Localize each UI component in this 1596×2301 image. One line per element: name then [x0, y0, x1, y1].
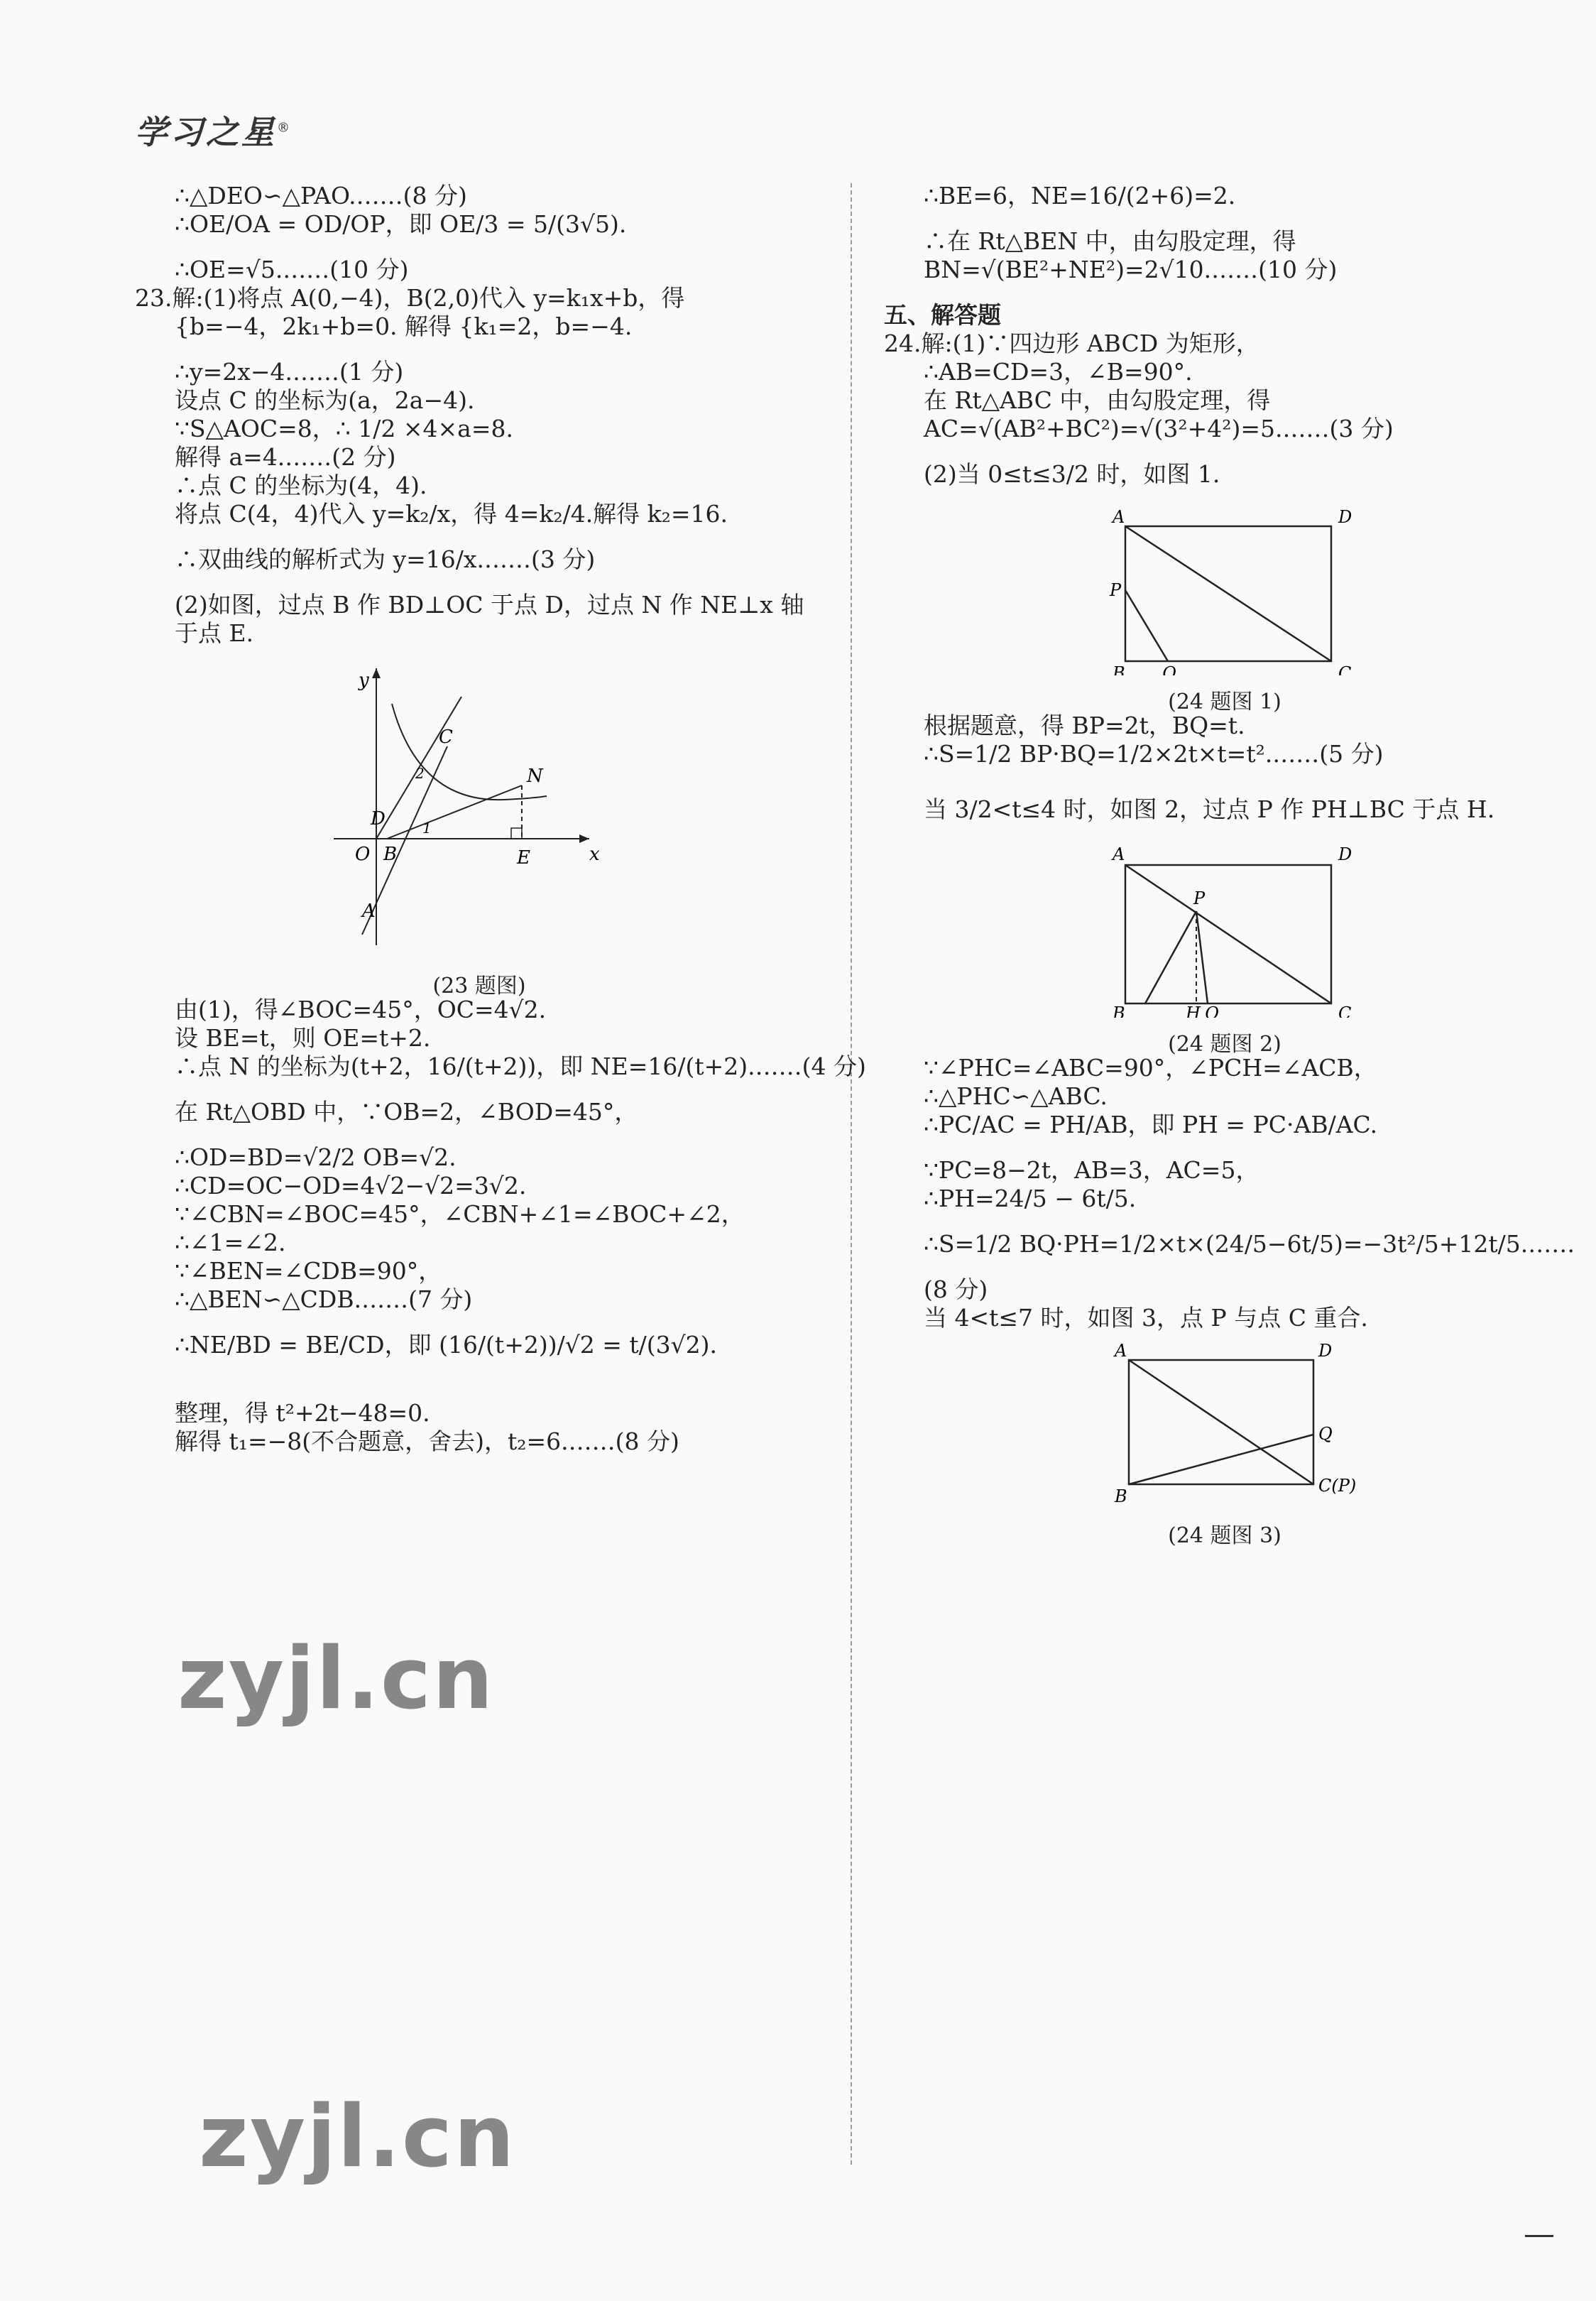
figure-24-3-diagram	[884, 1339, 1565, 1509]
text-line: ∴S=1/2 BQ·PH=1/2×t×(24/5−6t/5)=−3t²/5+12t/5.……	[924, 1230, 1575, 1258]
fig2-label-c: C	[1338, 1003, 1352, 1018]
figure-23-caption: (23 题图)	[432, 974, 526, 999]
fig23-label-x: x	[589, 844, 600, 865]
text-line: 当 4<t≤7 时，如图 3，点 P 与点 C 重合.	[924, 1304, 1368, 1332]
figure-24-1-diagram	[884, 505, 1565, 675]
figure-24-1	[884, 505, 1565, 715]
text-line: 设点 C 的坐标为(a，2a−4).	[175, 386, 475, 414]
text-line: ∴△PHC∽△ABC.	[924, 1082, 1108, 1110]
figure-24-2	[884, 840, 1565, 1057]
fig3-label-cp: C(P)	[1318, 1476, 1357, 1496]
fig23-label-c: C	[439, 727, 453, 748]
text-line: ∴PH=24/5 − 6t/5.	[924, 1185, 1137, 1212]
fig3-label-q: Q	[1318, 1424, 1333, 1444]
fig23-label-a: A	[362, 901, 376, 922]
fig23-label-y: y	[359, 670, 369, 691]
fig23-label-o: O	[355, 844, 371, 865]
fig1-label-q: Q	[1162, 663, 1176, 675]
fig23-angle-1: 1	[422, 820, 432, 837]
fig1-label-b: B	[1113, 663, 1125, 675]
text-line: ∴点 N 的坐标为(t+2，16/(t+2))，即 NE=16/(t+2).……(4 分)	[175, 1052, 866, 1080]
fig1-label-p: P	[1110, 580, 1122, 600]
column-divider	[851, 183, 852, 2165]
text-line: ∴BE=6，NE=16/(2+6)=2.	[924, 182, 1236, 210]
fig2-label-p: P	[1193, 888, 1206, 908]
figure-24-1-caption: (24 题图 1)	[1168, 690, 1281, 715]
text-line: (2)当 0≤t≤3/2 时，如图 1.	[924, 460, 1220, 488]
problem-23-start: 23.解:(1)将点 A(0,−4)，B(2,0)代入 y=k₁x+b，得	[135, 284, 685, 312]
text-line: {b=−4，2k₁+b=0. 解得 {k₁=2，b=−4.	[175, 312, 633, 340]
text-line: ∴PC/AC = PH/AB，即 PH = PC·AB/AC.	[924, 1111, 1378, 1138]
text-line: 在 Rt△OBD 中，∵OB=2，∠BOD=45°，	[175, 1098, 638, 1126]
figure-23	[135, 661, 824, 999]
text-line: BN=√(BE²+NE²)=2√10.……(10 分)	[924, 256, 1338, 283]
text-line: ∵∠CBN=∠BOC=45°，∠CBN+∠1=∠BOC+∠2，	[175, 1200, 745, 1228]
fig23-label-b: B	[383, 844, 398, 865]
text-line: ∵PC=8−2t，AB=3，AC=5，	[924, 1156, 1259, 1184]
fig3-label-d: D	[1318, 1341, 1333, 1361]
text-line: 解得 a=4.……(2 分)	[175, 443, 396, 471]
text-line: ∴点 C 的坐标为(4，4).	[175, 472, 427, 499]
text-line: 当 3/2<t≤4 时，如图 2，过点 P 作 PH⊥BC 于点 H.	[924, 795, 1495, 823]
fig1-label-c: C	[1338, 663, 1352, 675]
text-line: 于点 E.	[175, 619, 254, 647]
figure-23-diagram	[135, 661, 824, 959]
figure-24-2-diagram	[884, 840, 1565, 1018]
left-column	[135, 181, 866, 1455]
text-line: ∵∠BEN=∠CDB=90°，	[175, 1257, 442, 1285]
fig3-label-a: A	[1115, 1341, 1127, 1361]
text-line: ∴AB=CD=3，∠B=90°.	[924, 358, 1193, 386]
text-line: 解得 t₁=−8(不合题意，舍去)，t₂=6.……(8 分)	[175, 1427, 679, 1455]
text-line: ∴在 Rt△BEN 中，由勾股定理，得	[924, 227, 1296, 255]
fig1-label-a: A	[1113, 507, 1125, 527]
fig2-label-b: B	[1113, 1003, 1125, 1018]
text-line: (2)如图，过点 B 作 BD⊥OC 于点 D，过点 N 作 NE⊥x 轴	[175, 591, 804, 619]
brand-logo: 学习之星®	[135, 113, 293, 151]
right-column	[884, 181, 1575, 1549]
fig2-label-q: Q	[1205, 1003, 1219, 1018]
text-line: ∴OE/OA = OD/OP，即 OE/3 = 5/(3√5).	[175, 210, 627, 238]
text-line: ∵∠PHC=∠ABC=90°，∠PCH=∠ACB，	[924, 1054, 1377, 1082]
text-line: ∴OD=BD=√2/2 OB=√2.	[175, 1143, 457, 1171]
section-heading: 五、解答题	[884, 301, 1001, 329]
text-line: ∴NE/BD = BE/CD，即 (16/(t+2))/√2 = t/(3√2).	[175, 1331, 717, 1359]
text-line: 将点 C(4，4)代入 y=k₂/x，得 4=k₂/4.解得 k₂=16.	[175, 500, 728, 528]
problem-24-start: 24.解:(1)∵四边形 ABCD 为矩形，	[884, 330, 1259, 357]
text-line: 整理，得 t²+2t−48=0.	[175, 1399, 430, 1427]
fig23-angle-2: 2	[415, 765, 425, 782]
figure-24-3	[884, 1339, 1565, 1549]
fig3-label-b: B	[1115, 1486, 1127, 1506]
text-line: ∵S△AOC=8，∴ 1/2 ×4×a=8.	[175, 415, 513, 442]
watermark: zyjl.cn	[177, 1630, 495, 1729]
text-line: 设 BE=t，则 OE=t+2.	[175, 1024, 431, 1052]
watermark: zyjl.cn	[199, 2088, 516, 2187]
text-line: 根据题意，得 BP=2t，BQ=t.	[924, 712, 1245, 739]
text-line: AC=√(AB²+BC²)=√(3²+4²)=5.……(3 分)	[924, 415, 1394, 442]
text-line: ∴OE=√5.……(10 分)	[175, 256, 409, 283]
fig2-label-d: D	[1338, 844, 1352, 864]
text-line: ∴CD=OC−OD=4√2−√2=3√2.	[175, 1172, 527, 1200]
text-line: ∴S=1/2 BP·BQ=1/2×2t×t=t².……(5 分)	[924, 740, 1384, 768]
text-line: ∴△BEN∽△CDB.……(7 分)	[175, 1285, 473, 1313]
page-edge-mark	[1525, 2235, 1553, 2237]
text-line: ∴双曲线的解析式为 y=16/x.……(3 分)	[175, 545, 596, 573]
figure-24-2-caption: (24 题图 2)	[1168, 1032, 1281, 1057]
text-line: (8 分)	[924, 1275, 988, 1303]
text-line: ∴△DEO∽△PAO.……(8 分)	[175, 182, 467, 210]
text-line: ∴y=2x−4.……(1 分)	[175, 358, 404, 386]
figure-24-3-caption: (24 题图 3)	[1168, 1523, 1281, 1549]
text-line: ∴∠1=∠2.	[175, 1229, 286, 1256]
fig23-label-e: E	[517, 847, 530, 869]
fig23-label-d: D	[371, 808, 386, 829]
fig2-label-h: H	[1186, 1003, 1201, 1018]
fig23-label-n: N	[527, 766, 543, 787]
text-line: 在 Rt△ABC 中，由勾股定理，得	[924, 386, 1271, 414]
text-line: 由(1)，得∠BOC=45°，OC=4√2.	[175, 996, 547, 1023]
fig1-label-d: D	[1338, 507, 1352, 527]
fig2-label-a: A	[1113, 844, 1125, 864]
